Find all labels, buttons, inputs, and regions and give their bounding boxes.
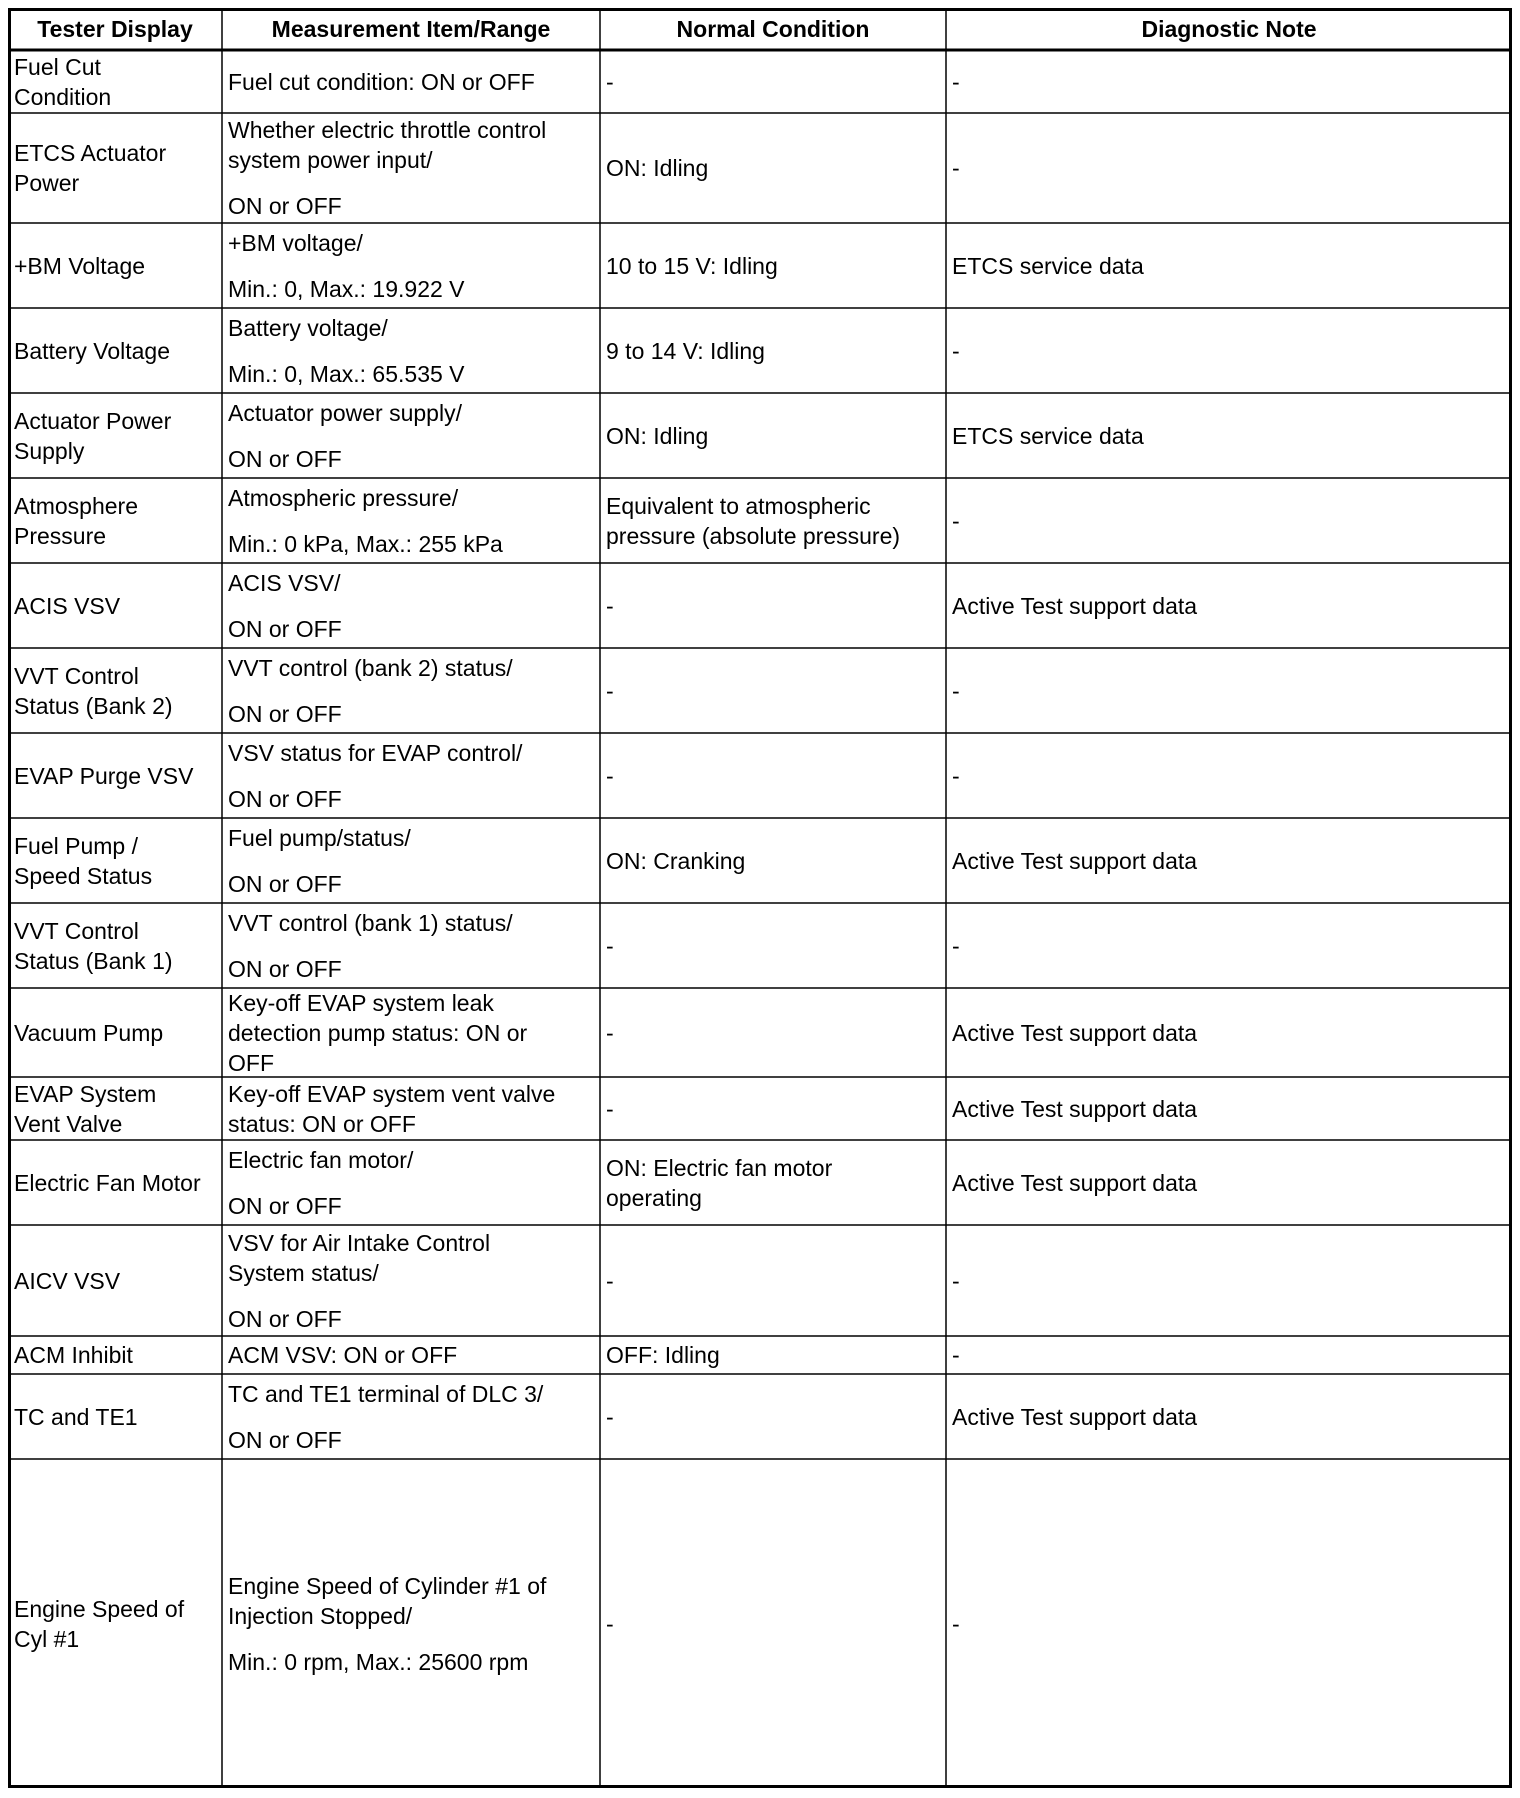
- cell-text-line: Key-off EVAP system vent valve: [228, 1080, 556, 1107]
- cell-text-line: VSV for Air Intake Control: [228, 1229, 491, 1256]
- cell-lines: [228, 653, 513, 729]
- cell-lines: [228, 1079, 555, 1139]
- cell-text-line: Electric fan motor/: [228, 1146, 414, 1173]
- cell-text-line: Fuel Cut: [14, 53, 101, 80]
- cell-text-line: Whether electric throttle control: [228, 117, 547, 143]
- cell-text-line: ON: Electric fan motor: [606, 1154, 833, 1181]
- cell-lines: [952, 1266, 960, 1296]
- cell-text-line: Equivalent to atmospheric: [606, 492, 871, 519]
- cell-text-line: Actuator Power: [14, 407, 172, 434]
- cell-lines: [606, 153, 708, 183]
- cell-lines: [228, 67, 535, 97]
- cell-text-line: -: [606, 677, 614, 704]
- cell-tester-display: [8, 988, 222, 1077]
- cell-text-line: System status/: [228, 1259, 379, 1286]
- cell-measurement-item: [222, 308, 600, 393]
- cell-lines: [606, 251, 778, 281]
- cell-lines: [606, 1266, 614, 1296]
- cell-text-line: ACIS VSV/: [228, 569, 341, 596]
- cell-normal-condition: [600, 733, 946, 818]
- cell-text-line: -: [952, 1342, 960, 1368]
- cell-lines: [14, 916, 173, 976]
- cell-text-line: -: [952, 1267, 960, 1294]
- cell-lines: [952, 67, 960, 97]
- cell-text-line: EVAP Purge VSV: [14, 762, 194, 789]
- cell-text-line: OFF: Idling: [606, 1342, 720, 1368]
- cell-text-line: status: ON or OFF: [228, 1110, 416, 1137]
- cell-lines: [14, 1594, 184, 1654]
- cell-text-line: ON or OFF: [228, 700, 342, 727]
- cell-measurement-item: [222, 733, 600, 818]
- cell-measurement-item: [222, 903, 600, 988]
- cell-normal-condition: [600, 818, 946, 903]
- cell-text-line: Min.: 0 kPa, Max.: 255 kPa: [228, 530, 503, 557]
- cell-diagnostic-note: [946, 113, 1512, 223]
- cell-text-line: Fuel cut condition: ON or OFF: [228, 68, 535, 95]
- cell-lines: [14, 138, 166, 198]
- cell-measurement-item: [222, 1459, 600, 1788]
- cell-diagnostic-note: [946, 1374, 1512, 1459]
- cell-tester-display: [8, 733, 222, 818]
- cell-text-line: [228, 683, 513, 699]
- cell-normal-condition: [600, 113, 946, 223]
- cell-text-line: Status (Bank 2): [14, 692, 173, 719]
- cell-text-line: -: [952, 677, 960, 704]
- cell-lines: [952, 931, 960, 961]
- cell-text-line: pressure (absolute pressure): [606, 522, 901, 549]
- cell-tester-display: [8, 1374, 222, 1459]
- cell-text-line: Cyl #1: [14, 1625, 80, 1652]
- cell-text-line: [228, 938, 513, 954]
- cell-text-line: TC and TE1: [14, 1403, 138, 1430]
- diagnostic-data-table: [8, 8, 1512, 1788]
- cell-lines: [952, 1340, 960, 1370]
- cell-tester-display: [8, 818, 222, 903]
- cell-text-line: Fuel Pump /: [14, 832, 138, 859]
- cell-lines: [228, 1340, 457, 1370]
- cell-text-line: ETCS service data: [952, 252, 1144, 279]
- cell-text-line: VVT control (bank 1) status/: [228, 909, 513, 936]
- cell-measurement-item: [222, 113, 600, 223]
- cell-lines: [228, 483, 503, 559]
- cell-normal-condition: [600, 393, 946, 478]
- cell-lines: [14, 251, 145, 281]
- cell-text-line: Atmospheric pressure/: [228, 484, 459, 511]
- cell-measurement-item: [222, 818, 600, 903]
- cell-text-line: Min.: 0 rpm, Max.: 25600 rpm: [228, 1648, 529, 1675]
- cell-text-line: operating: [606, 1184, 702, 1211]
- cell-measurement-item: [222, 648, 600, 733]
- cell-text-line: Active Test support data: [952, 847, 1198, 874]
- cell-measurement-item: [222, 223, 600, 308]
- cell-measurement-item: [222, 1374, 600, 1459]
- cell-text-line: ON: Idling: [606, 155, 709, 181]
- cell-diagnostic-note: [946, 50, 1512, 113]
- cell-measurement-item: [222, 1077, 600, 1140]
- cell-text-line: -: [606, 1267, 614, 1294]
- cell-lines: [14, 491, 138, 551]
- cell-tester-display: [8, 1140, 222, 1225]
- cell-normal-condition: [600, 1077, 946, 1140]
- cell-text-line: AICV VSV: [14, 1267, 121, 1294]
- cell-diagnostic-note: [946, 1140, 1512, 1225]
- cell-lines: [14, 831, 152, 891]
- cell-normal-condition: [600, 903, 946, 988]
- cell-measurement-item: [222, 1140, 600, 1225]
- cell-lines: [606, 1153, 832, 1213]
- cell-text-line: [228, 853, 411, 869]
- cell-text-line: [228, 258, 465, 274]
- cell-lines: [228, 1571, 546, 1677]
- cell-text-line: [228, 1288, 490, 1304]
- cell-tester-display: [8, 1225, 222, 1336]
- cell-text-line: Min.: 0, Max.: 65.535 V: [228, 360, 465, 387]
- cell-text-line: -: [952, 932, 960, 959]
- cell-lines: [14, 1402, 138, 1432]
- cell-text-line: Active Test support data: [952, 1169, 1198, 1196]
- cell-tester-display: [8, 563, 222, 648]
- cell-tester-display: [8, 478, 222, 563]
- cell-lines: [228, 115, 546, 221]
- cell-measurement-item: [222, 1336, 600, 1374]
- cell-text-line: [228, 1631, 546, 1647]
- cell-lines: [228, 1228, 490, 1334]
- cell-text-line: Pressure: [14, 522, 107, 549]
- cell-text-line: -: [952, 507, 960, 534]
- cell-lines: [606, 336, 765, 366]
- header-tester-display: Tester Display: [37, 16, 193, 42]
- cell-lines: [606, 1094, 614, 1124]
- cell-lines: [606, 1402, 614, 1432]
- cell-diagnostic-note: [946, 223, 1512, 308]
- cell-text-line: detection pump status: ON or: [228, 1019, 528, 1046]
- cell-text-line: Vent Valve: [14, 1110, 123, 1137]
- cell-text-line: [228, 598, 342, 614]
- header-diagnostic-note: Diagnostic Note: [1141, 16, 1317, 42]
- cell-lines: [228, 1379, 543, 1455]
- cell-text-line: VSV status for EVAP control/: [228, 739, 523, 766]
- cell-text-line: Battery Voltage: [14, 337, 170, 364]
- cell-lines: [952, 336, 960, 366]
- cell-normal-condition: [600, 478, 946, 563]
- cell-tester-display: [8, 1459, 222, 1788]
- cell-text-line: [228, 768, 522, 784]
- cell-text-line: Speed Status: [14, 862, 153, 889]
- cell-diagnostic-note: [946, 648, 1512, 733]
- cell-text-line: ON or OFF: [228, 445, 342, 472]
- header-measurement-item: Measurement Item/Range: [271, 16, 551, 42]
- cell-normal-condition: [600, 563, 946, 648]
- cell-text-line: -: [606, 68, 614, 95]
- cell-diagnostic-note: [946, 1336, 1512, 1374]
- cell-diagnostic-note: [946, 393, 1512, 478]
- cell-text-line: ACIS VSV: [14, 592, 121, 619]
- cell-tester-display: [8, 1336, 222, 1374]
- cell-measurement-item: [222, 563, 600, 648]
- cell-text-line: Active Test support data: [952, 592, 1198, 619]
- cell-text-line: Power: [14, 170, 80, 196]
- cell-text-line: [228, 513, 503, 529]
- cell-text-line: -: [952, 337, 960, 364]
- cell-text-line: [228, 343, 465, 359]
- cell-text-line: ACM Inhibit: [14, 1342, 133, 1368]
- cell-text-line: ACM VSV: ON or OFF: [228, 1342, 458, 1368]
- cell-text-line: -: [606, 1610, 614, 1637]
- cell-lines: [952, 421, 1144, 451]
- cell-lines: [952, 153, 960, 183]
- cell-text-line: -: [606, 592, 614, 619]
- cell-tester-display: [8, 113, 222, 223]
- cell-lines: [952, 1609, 960, 1639]
- cell-lines: [228, 908, 513, 984]
- cell-text-line: ON or OFF: [228, 785, 342, 812]
- cell-text-line: Condition: [14, 83, 112, 110]
- cell-tester-display: [8, 223, 222, 308]
- cell-lines: [606, 1609, 614, 1639]
- cell-normal-condition: [600, 308, 946, 393]
- cell-lines: [228, 313, 465, 389]
- cell-diagnostic-note: [946, 1077, 1512, 1140]
- cell-text-line: [228, 175, 546, 191]
- cell-text-line: Actuator power supply/: [228, 399, 462, 426]
- cell-text-line: VVT Control: [14, 662, 139, 689]
- cell-diagnostic-note: [946, 1459, 1512, 1788]
- cell-measurement-item: [222, 988, 600, 1077]
- cell-tester-display: [8, 50, 222, 113]
- cell-diagnostic-note: [946, 308, 1512, 393]
- cell-text-line: ON or OFF: [228, 870, 342, 897]
- cell-normal-condition: [600, 1140, 946, 1225]
- cell-text-line: ON or OFF: [228, 193, 342, 219]
- cell-measurement-item: [222, 50, 600, 113]
- cell-text-line: ETCS Actuator: [14, 140, 167, 166]
- cell-text-line: -: [606, 1019, 614, 1046]
- cell-text-line: ETCS service data: [952, 422, 1144, 449]
- cell-measurement-item: [222, 1225, 600, 1336]
- cell-text-line: 10 to 15 V: Idling: [606, 252, 778, 279]
- cell-text-line: Electric Fan Motor: [14, 1169, 201, 1196]
- cell-lines: [14, 52, 111, 112]
- cell-text-line: EVAP System: [14, 1080, 157, 1107]
- cell-text-line: +BM voltage/: [228, 229, 363, 256]
- cell-lines: [952, 251, 1144, 281]
- cell-lines: [228, 738, 522, 814]
- cell-text-line: Min.: 0, Max.: 19.922 V: [228, 275, 465, 302]
- cell-lines: [606, 1018, 614, 1048]
- cell-lines: [952, 1094, 1197, 1124]
- cell-text-line: Injection Stopped/: [228, 1602, 413, 1629]
- cell-diagnostic-note: [946, 818, 1512, 903]
- cell-lines: [14, 1018, 163, 1048]
- cell-text-line: -: [952, 1610, 960, 1637]
- cell-normal-condition: [600, 1459, 946, 1788]
- cell-normal-condition: [600, 50, 946, 113]
- cell-lines: [228, 988, 527, 1077]
- cell-lines: [14, 1168, 201, 1198]
- cell-text-line: 9 to 14 V: Idling: [606, 337, 765, 364]
- cell-diagnostic-note: [946, 988, 1512, 1077]
- cell-text-line: Active Test support data: [952, 1403, 1198, 1430]
- cell-tester-display: [8, 393, 222, 478]
- cell-text-line: Key-off EVAP system leak: [228, 989, 494, 1016]
- cell-text-line: -: [606, 1095, 614, 1122]
- cell-lines: [228, 228, 465, 304]
- cell-text-line: VVT Control: [14, 917, 139, 944]
- cell-text-line: Active Test support data: [952, 1095, 1198, 1122]
- header-normal-condition: Normal Condition: [676, 16, 870, 42]
- cell-lines: [228, 398, 462, 474]
- cell-tester-display: [8, 648, 222, 733]
- cell-lines: [606, 931, 614, 961]
- cell-lines: [14, 1266, 120, 1296]
- cell-lines: [228, 568, 342, 644]
- cell-lines: [952, 846, 1197, 876]
- cell-text-line: Vacuum Pump: [14, 1019, 164, 1046]
- cell-lines: [14, 406, 171, 466]
- cell-tester-display: [8, 1077, 222, 1140]
- cell-lines: [606, 1340, 720, 1370]
- cell-tester-display: [8, 903, 222, 988]
- cell-text-line: Status (Bank 1): [14, 947, 173, 974]
- cell-normal-condition: [600, 223, 946, 308]
- cell-text-line: [228, 428, 462, 444]
- cell-text-line: ON: Idling: [606, 422, 709, 449]
- cell-text-line: Engine Speed of: [14, 1595, 185, 1622]
- cell-text-line: ON or OFF: [228, 955, 342, 982]
- cell-text-line: -: [952, 155, 960, 181]
- cell-lines: [228, 1145, 413, 1221]
- cell-lines: [14, 761, 193, 791]
- cell-lines: [952, 506, 960, 536]
- cell-text-line: ON or OFF: [228, 615, 342, 642]
- cell-lines: [606, 67, 614, 97]
- cell-text-line: ON or OFF: [228, 1426, 342, 1453]
- cell-normal-condition: [600, 1374, 946, 1459]
- cell-diagnostic-note: [946, 1225, 1512, 1336]
- cell-text-line: Atmosphere: [14, 492, 139, 519]
- cell-lines: [606, 676, 614, 706]
- cell-normal-condition: [600, 988, 946, 1077]
- cell-text-line: TC and TE1 terminal of DLC 3/: [228, 1380, 544, 1407]
- cell-text-line: system power input/: [228, 147, 433, 173]
- cell-lines: [606, 591, 614, 621]
- cell-lines: [952, 676, 960, 706]
- cell-text-line: -: [606, 762, 614, 789]
- cell-lines: [14, 336, 170, 366]
- cell-lines: [14, 661, 173, 721]
- cell-diagnostic-note: [946, 733, 1512, 818]
- cell-text-line: +BM Voltage: [14, 252, 146, 279]
- cell-diagnostic-note: [946, 478, 1512, 563]
- cell-text-line: -: [952, 762, 960, 789]
- cell-lines: [952, 1168, 1197, 1198]
- cell-text-line: -: [606, 932, 614, 959]
- cell-text-line: -: [606, 1403, 614, 1430]
- cell-text-line: OFF: [228, 1049, 274, 1076]
- cell-diagnostic-note: [946, 563, 1512, 648]
- cell-text-line: -: [952, 68, 960, 95]
- cell-tester-display: [8, 308, 222, 393]
- cell-text-line: ON or OFF: [228, 1305, 342, 1332]
- cell-text-line: Fuel pump/status/: [228, 824, 411, 851]
- cell-diagnostic-note: [946, 903, 1512, 988]
- cell-text-line: Active Test support data: [952, 1019, 1198, 1046]
- cell-lines: [606, 421, 708, 451]
- cell-lines: [952, 591, 1197, 621]
- cell-lines: [14, 591, 120, 621]
- cell-text-line: [228, 1409, 543, 1425]
- cell-text-line: Supply: [14, 437, 85, 464]
- cell-lines: [952, 1402, 1197, 1432]
- cell-text-line: Battery voltage/: [228, 314, 388, 341]
- cell-text-line: ON: Cranking: [606, 847, 746, 874]
- cell-text-line: ON or OFF: [228, 1192, 342, 1219]
- cell-measurement-item: [222, 478, 600, 563]
- cell-normal-condition: [600, 1336, 946, 1374]
- cell-normal-condition: [600, 1225, 946, 1336]
- cell-text-line: VVT control (bank 2) status/: [228, 654, 513, 681]
- cell-lines: [228, 823, 411, 899]
- cell-normal-condition: [600, 648, 946, 733]
- cell-lines: [606, 846, 745, 876]
- cell-measurement-item: [222, 393, 600, 478]
- cell-lines: [606, 491, 900, 551]
- cell-text-line: Engine Speed of Cylinder #1 of: [228, 1572, 547, 1599]
- cell-lines: [606, 761, 614, 791]
- cell-lines: [952, 761, 960, 791]
- cell-lines: [14, 1340, 133, 1370]
- cell-lines: [14, 1079, 156, 1139]
- cell-lines: [952, 1018, 1197, 1048]
- cell-text-line: [228, 1175, 413, 1191]
